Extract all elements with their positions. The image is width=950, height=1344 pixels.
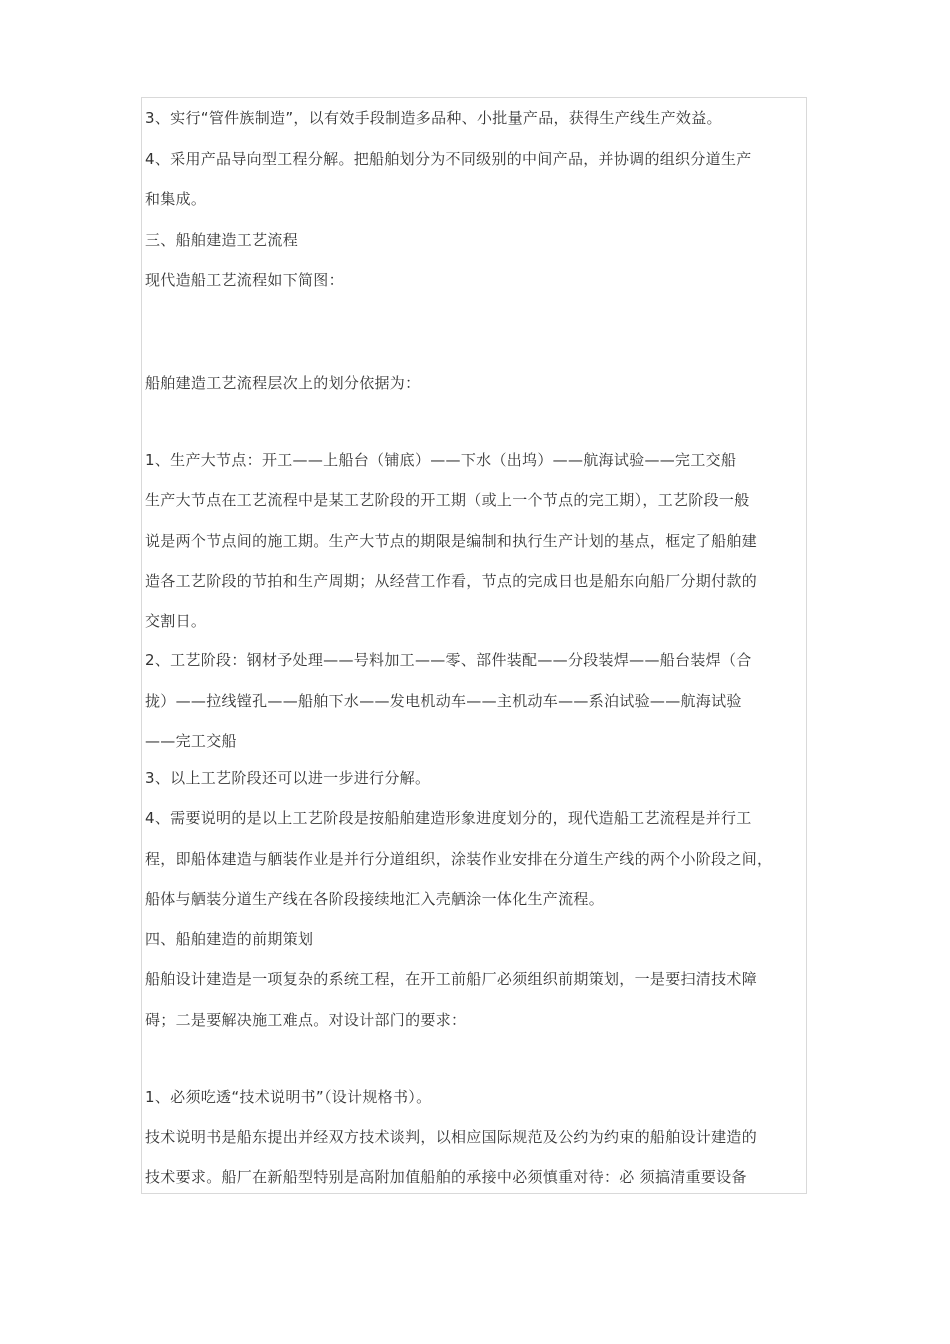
paragraph-line: 交割日。: [145, 612, 207, 630]
paragraph-line: 4、需要说明的是以上工艺阶段是按船舶建造形象进度划分的，现代造船工艺流程是并行工: [145, 809, 752, 827]
paragraph-line: 拢）——拉线镗孔——船舶下水——发电机动车——主机动车——系泊试验——航海试验: [145, 692, 742, 710]
paragraph-line: 1、必须吃透“技术说明书”（设计规格书）。: [145, 1088, 432, 1106]
paragraph-line: 和集成。: [145, 190, 207, 208]
paragraph-line: 2、工艺阶段：钢材予处理——号料加工——零、部件装配——分段装焊——船台装焊（合: [145, 651, 752, 669]
paragraph-line: 说是两个节点间的施工期。生产大节点的期限是编制和执行生产计划的基点，框定了船舶建: [145, 532, 758, 550]
paragraph-line: 生产大节点在工艺流程中是某工艺阶段的开工期（或上一个节点的完工期），工艺阶段一般: [145, 491, 750, 509]
paragraph-line: 4、采用产品导向型工程分解。把船舶划分为不同级别的中间产品，并协调的组织分道生产: [145, 150, 752, 168]
paragraph-line: 3、实行“管件族制造”，以有效手段制造多品种、小批量产品，获得生产线生产效益。: [145, 109, 722, 127]
paragraph-line: 造各工艺阶段的节拍和生产周期；从经营工作看，节点的完成日也是船东向船厂分期付款的: [145, 572, 758, 590]
section-heading: 三、船舶建造工艺流程: [145, 231, 299, 249]
paragraph-line: 船舶建造工艺流程层次上的划分依据为：: [145, 374, 421, 392]
paragraph-line: 船舶设计建造是一项复杂的系统工程，在开工前船厂必须组织前期策划，一是要扫清技术障: [145, 970, 758, 988]
paragraph-line: 技术要求。船厂在新船型特别是高附加值船舶的承接中必须慎重对待：必 须搞清重要设备: [145, 1168, 747, 1186]
paragraph-line: 程，即船体建造与舾装作业是并行分道组织，涂装作业安排在分道生产线的两个小阶段之间，: [145, 850, 773, 868]
paragraph-line: 3、以上工艺阶段还可以进一步进行分解。: [145, 769, 431, 787]
section-heading: 四、船舶建造的前期策划: [145, 930, 314, 948]
paragraph-line: ——完工交船: [145, 732, 237, 750]
paragraph-line: 1、生产大节点：开工——上船台（铺底）——下水（出坞）——航海试验——完工交船: [145, 451, 737, 469]
paragraph-line: 现代造船工艺流程如下简图：: [145, 271, 344, 289]
paragraph-line: 船体与舾装分道生产线在各阶段接续地汇入壳舾涂一体化生产流程。: [145, 890, 605, 908]
paragraph-line: 技术说明书是船东提出并经双方技术谈判，以相应国际规范及公约为约束的船舶设计建造的: [145, 1128, 758, 1146]
paragraph-line: 碍；二是要解决施工难点。对设计部门的要求：: [145, 1011, 467, 1029]
